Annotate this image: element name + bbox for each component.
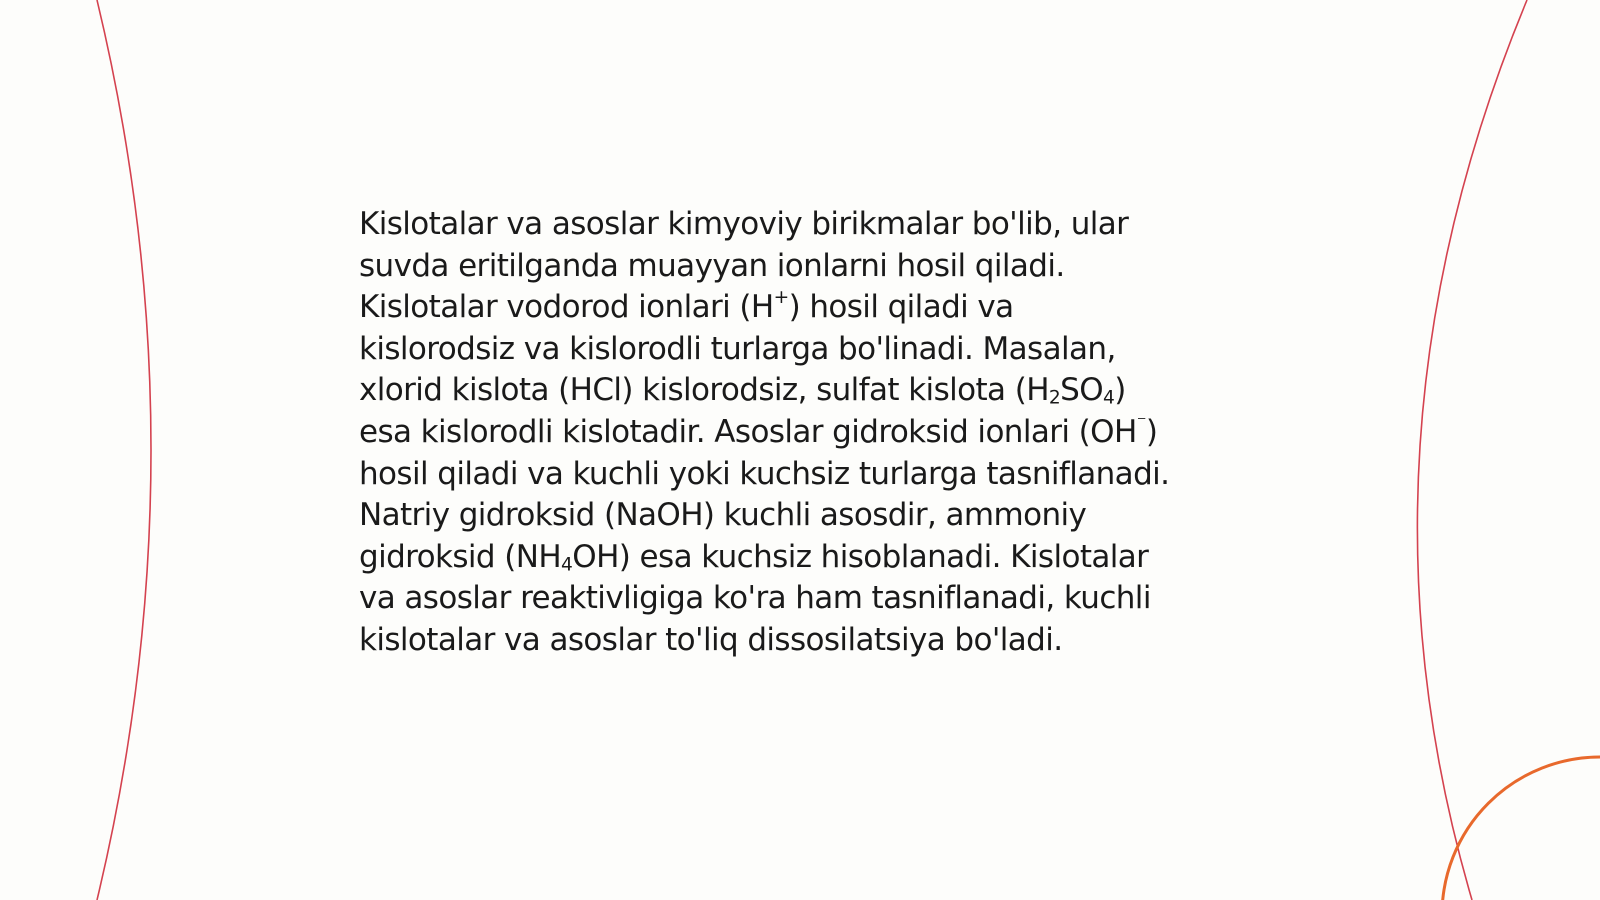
text-segment: esa kislorodli kislotadir. Asoslar gidroksid ionlari (OH bbox=[359, 413, 1137, 450]
slide-body-text bbox=[359, 204, 1259, 662]
subscript-number: 2 bbox=[1048, 388, 1061, 410]
left-curve-line bbox=[97, 0, 151, 900]
text-line: hosil qiladi va kuchli yoki kuchsiz turlarga tasniflanadi. bbox=[359, 455, 1170, 492]
subscript-number: 4 bbox=[1103, 388, 1115, 410]
superscript-charge: + bbox=[773, 287, 789, 309]
text-line: Natriy gidroksid (NaOH) kuchli asosdir, ammoniy bbox=[359, 497, 1087, 534]
text-line bbox=[359, 412, 1259, 454]
text-line: suvda eritilganda muayyan ionlarni hosil qiladi. bbox=[359, 247, 1065, 284]
text-segment: ) bbox=[1114, 372, 1126, 409]
text-segment: OH) esa kuchsiz hisoblanadi. Kislotalar bbox=[572, 538, 1149, 575]
text-line: Kislotalar va asoslar kimyoviy birikmalar bo'lib, ular bbox=[359, 206, 1129, 242]
text-line bbox=[359, 370, 1259, 412]
right-curve-line bbox=[1417, 0, 1527, 900]
text-segment: ) bbox=[1145, 413, 1158, 450]
text-segment: Kislotalar vodorod ionlari (H bbox=[359, 289, 774, 326]
subscript-number: 4 bbox=[561, 554, 573, 576]
text-segment: ) hosil qiladi va bbox=[788, 289, 1014, 326]
text-segment: SO bbox=[1060, 372, 1104, 409]
text-line: kislotalar va asoslar to'liq dissosilatsiya bo'ladi. bbox=[359, 621, 1063, 658]
superscript-charge: ⁻ bbox=[1136, 412, 1146, 434]
text-line: kislorodsiz va kislorodli turlarga bo'linadi. Masalan, bbox=[359, 330, 1116, 367]
text-line bbox=[359, 287, 1259, 329]
text-line: va asoslar reaktivligiga ko'ra ham tasniflanadi, kuchli bbox=[359, 580, 1151, 617]
text-line bbox=[359, 537, 1259, 579]
text-segment: xlorid kislota (HCl) kislorodsiz, sulfat kislota (H bbox=[359, 372, 1049, 409]
text-segment: gidroksid (NH bbox=[359, 538, 562, 575]
